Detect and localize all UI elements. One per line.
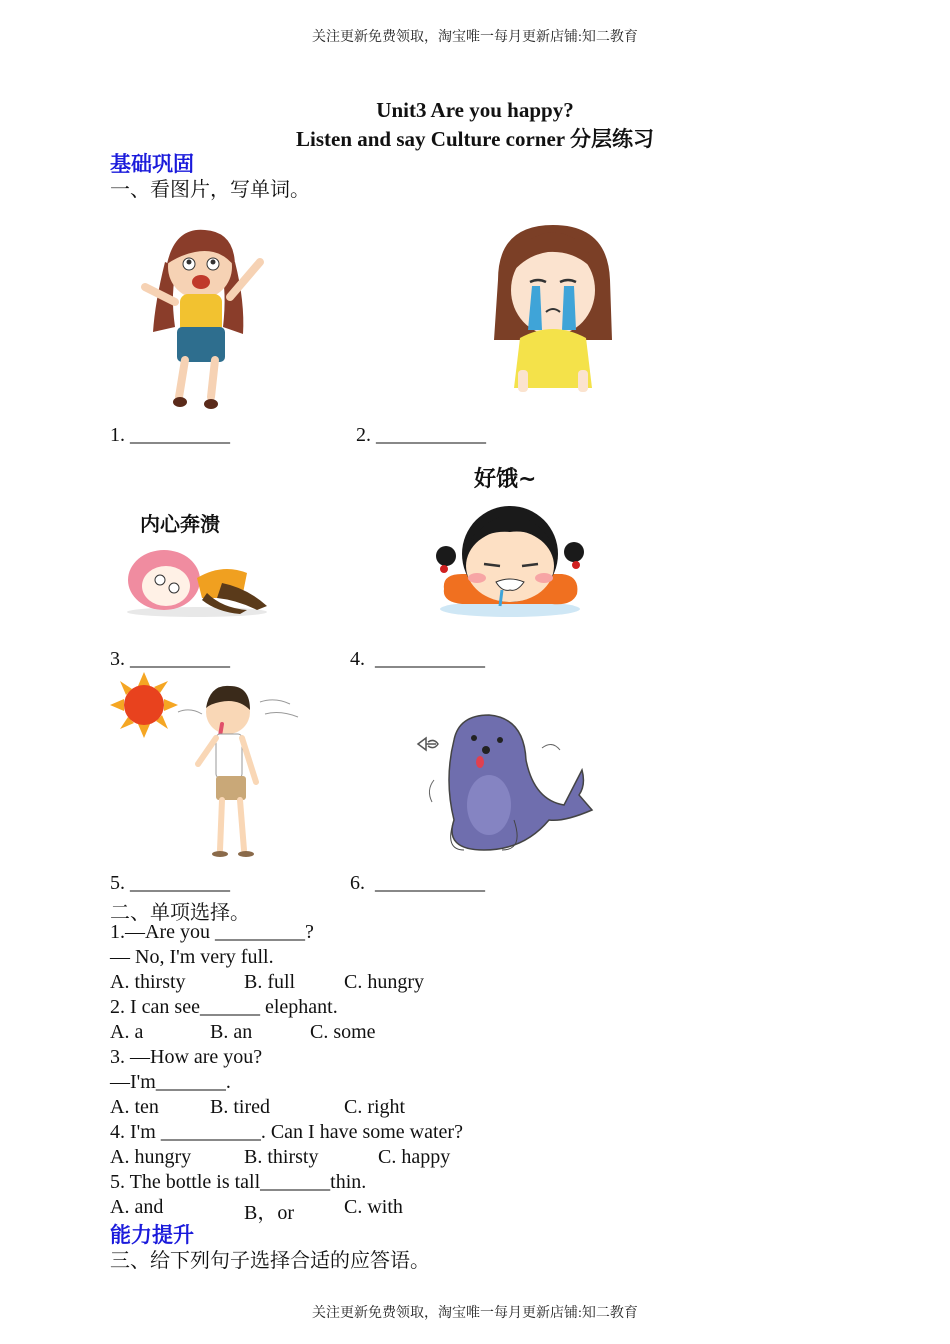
q2-option-b[interactable]: B. an bbox=[210, 1021, 253, 1043]
blank-4[interactable]: 4. ___________ bbox=[350, 648, 485, 670]
page-subtitle: Listen and say Culture corner 分层练习 bbox=[296, 127, 654, 151]
page-title: Unit3 Are you happy? bbox=[376, 98, 574, 122]
q2-option-a[interactable]: A. a bbox=[110, 1021, 144, 1043]
part2-heading: 二、单项选择。 bbox=[110, 902, 250, 924]
q4-option-b[interactable]: B. thirsty bbox=[244, 1146, 319, 1168]
q3-option-a[interactable]: A. ten bbox=[110, 1096, 159, 1118]
hot-boy-with-sun-image bbox=[110, 672, 305, 862]
q4-option-c[interactable]: C. happy bbox=[378, 1146, 451, 1168]
question-5: 5. The bottle is tall_______thin. bbox=[110, 1171, 367, 1193]
happy-girl-image bbox=[135, 222, 275, 412]
q2-option-c[interactable]: C. some bbox=[310, 1021, 376, 1043]
q3-option-c[interactable]: C. right bbox=[344, 1096, 406, 1118]
blank-6[interactable]: 6. ___________ bbox=[350, 872, 485, 894]
section-basic-label: 基础巩固 bbox=[110, 152, 194, 176]
page-footer: 关注更新免费领取，淘宝唯一每月更新店铺:知二教育 bbox=[312, 1306, 638, 1321]
q1-option-b[interactable]: B. full bbox=[244, 971, 296, 993]
q4-option-a[interactable]: A. hungry bbox=[110, 1146, 192, 1168]
q5-option-b[interactable]: B，or bbox=[244, 1202, 294, 1224]
blank-3[interactable]: 3. __________ bbox=[110, 648, 230, 670]
q1-option-a[interactable]: A. thirsty bbox=[110, 971, 186, 993]
section-advanced-label: 能力提升 bbox=[110, 1223, 194, 1247]
question-1: 1.—Are you _________? bbox=[110, 921, 314, 943]
question-4: 4. I'm __________. Can I have some water? bbox=[110, 1121, 463, 1143]
question-3-reply: —I'm_______. bbox=[110, 1071, 231, 1093]
part1-heading: 一、看图片，写单词。 bbox=[110, 179, 310, 201]
q1-option-c[interactable]: C. hungry bbox=[344, 971, 424, 993]
caption-collapse: 内心奔溃 bbox=[140, 512, 220, 536]
blank-1[interactable]: 1. __________ bbox=[110, 424, 230, 446]
part3-heading: 三、给下列句子选择合适的应答语。 bbox=[110, 1250, 430, 1272]
blank-5[interactable]: 5. __________ bbox=[110, 872, 230, 894]
question-2: 2. I can see______ elephant. bbox=[110, 996, 338, 1018]
question-1-reply: — No, I'm very full. bbox=[110, 946, 274, 968]
caption-hungry: 好饿~ bbox=[474, 467, 537, 492]
question-3: 3. —How are you? bbox=[110, 1046, 263, 1068]
purple-seal-image bbox=[414, 710, 594, 860]
crying-girl-image bbox=[488, 220, 618, 400]
q5-option-a[interactable]: A. and bbox=[110, 1196, 164, 1218]
page-header: 关注更新免费领取，淘宝唯一每月更新店铺:知二教育 bbox=[312, 30, 638, 45]
q3-option-b[interactable]: B. tired bbox=[210, 1096, 270, 1118]
hungry-girl-image bbox=[432, 494, 587, 619]
q5-option-c[interactable]: C. with bbox=[344, 1196, 403, 1218]
blank-2[interactable]: 2. ___________ bbox=[356, 424, 486, 446]
collapsed-girl-image bbox=[122, 538, 272, 618]
